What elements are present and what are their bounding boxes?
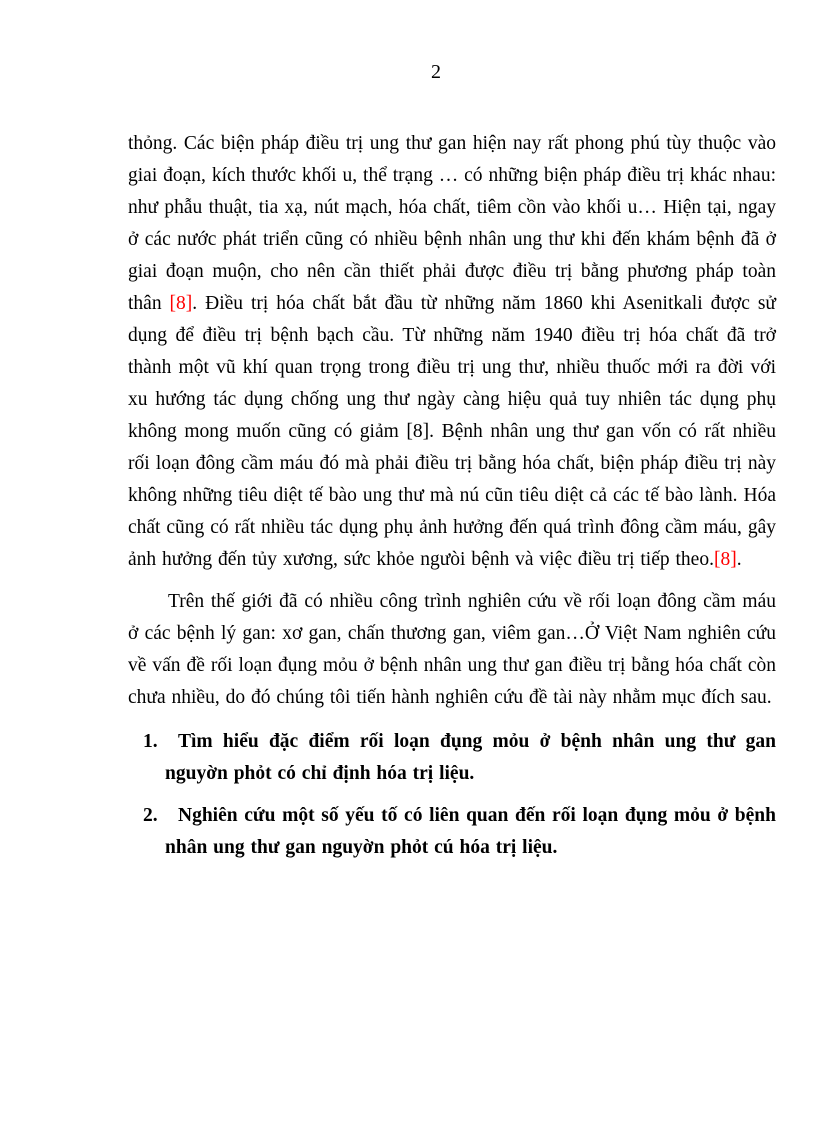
- objective-2-number: 2.: [143, 805, 158, 826]
- objective-item-1: [128, 726, 776, 790]
- text-run: .: [736, 549, 742, 570]
- citation-ref: [8]: [713, 549, 737, 570]
- objective-item-2: [128, 800, 776, 864]
- objective-1-text: Tìm hiểu đặc điểm rối loạn đụng mỏu ở bệnh nhân ung thư gan nguyờn phỏt có chỉ định hóa trị liệu.: [165, 731, 776, 784]
- page-content: [128, 128, 776, 864]
- citation-ref: [8]: [169, 293, 193, 314]
- text-run: thỏng. Các biện pháp điều trị ung thư gan hiện nay rất phong phú tùy thuộc vào giai đoạn, kích thước khối u, thể trạng … có những biện pháp điều trị khác nhau: như phẫu thuật, tia xạ, nút mạch, hóa chất, tiêm cồn vào khối u… Hiện tại, ngay ở các nước phát triển cũng có nhiều bệnh nhân ung thư khi đến khám bệnh đã ở giai đoạn muộn, cho nên cần thiết phải được điều trị bằng phương pháp toàn thân: [128, 133, 776, 314]
- page-number: 2: [431, 61, 441, 83]
- objective-1-number: 1.: [143, 731, 158, 752]
- text-run: . Điều trị hóa chất bắt đầu từ những năm 1860 khi Asenitkali được sử dụng để điều trị bệnh bạch cầu. Từ những năm 1940 điều trị hóa chất đã trở thành một vũ khí quan trọng trong điều trị ung thư, nhiều thuốc mới ra đời với xu hướng tác dụng chống ung thư ngày càng hiệu quả tuy nhiên tác dụng phụ không mong muốn cũng có giảm [8]. Bệnh nhân ung thư gan vốn có rất nhiều rối loạn đông cầm máu đó mà phải điều trị bằng hóa chất, biện pháp điều trị này không những tiêu diệt tế bào ung thư mà nú cũn tiêu diệt cả các tế bào lành. Hóa chất cũng có rất nhiều tác dụng phụ ảnh hưởng đến quá trình đông cầm máu, gây ảnh hưởng đến tủy xương, sức khỏe ngưòi bệnh và việc điều trị tiếp theo.: [128, 293, 776, 570]
- paragraph-treatment-overview: [128, 128, 776, 576]
- paragraph-research-context: Trên thế giới đã có nhiều công trình nghiên cứu về rối loạn đông cầm máu ở các bệnh lý gan: xơ gan, chấn thương gan, viêm gan…Ở Việt Nam nghiên cứu về vấn đề rối loạn đụng mỏu ở bệnh nhân ung thư gan điều trị bằng hóa chất còn chưa nhiều, do đó chúng tôi tiến hành nghiên cứu đề tài này nhằm mục đích sau.: [128, 591, 776, 708]
- objectives-list: [128, 726, 776, 864]
- objective-2-text: Nghiên cứu một số yếu tố có liên quan đến rối loạn đụng mỏu ở bệnh nhân ung thư gan nguyờn phỏt cú hóa trị liệu.: [165, 805, 776, 858]
